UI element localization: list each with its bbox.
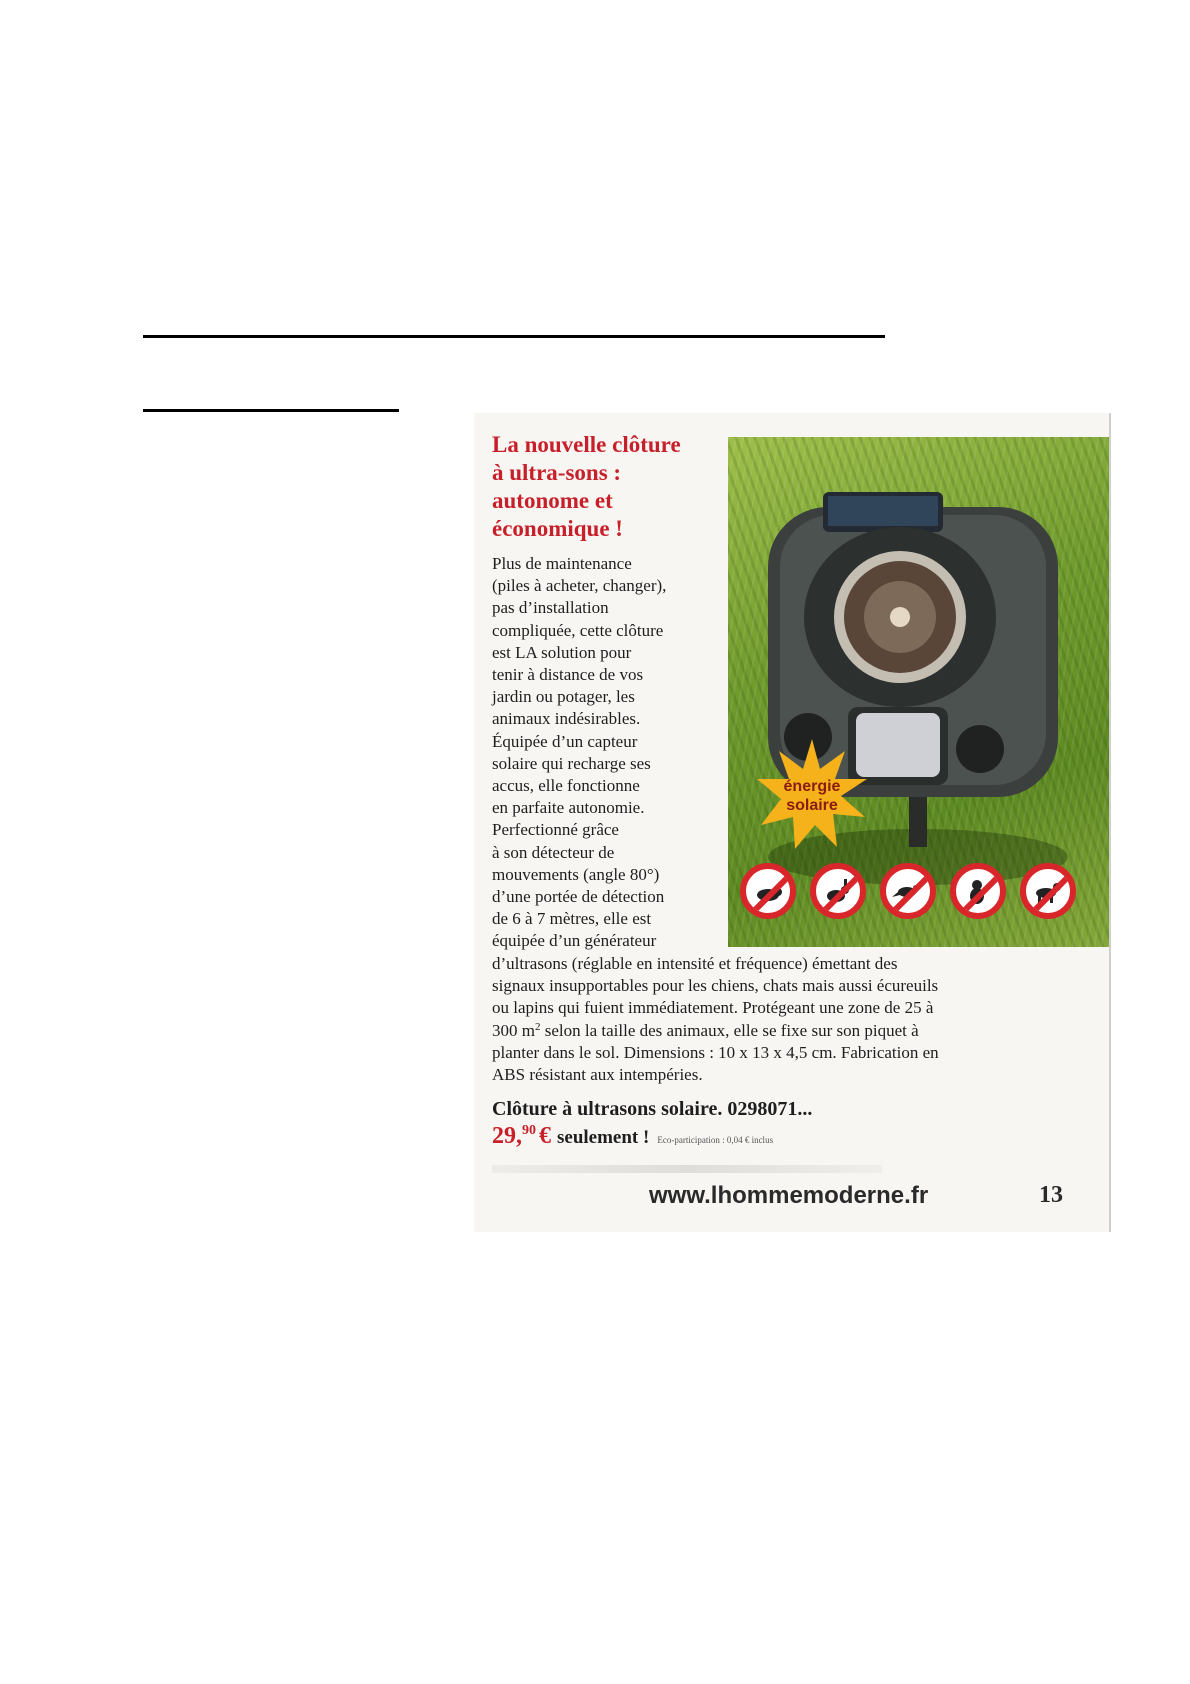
headline [492,431,732,543]
magazine-clipping [474,413,1111,1232]
body-line: mouvements (angle 80°) [492,864,660,884]
body-line: en parfaite autonomie. [492,798,645,818]
badge-line: énergie [783,778,841,795]
body-line: d’une portée de détection [492,887,665,907]
no-dog-icon [1020,863,1076,919]
area-suffix: selon la taille des animaux, elle se fixe sur son piquet à [540,1020,919,1040]
body-line: équipée d’un générateur [492,931,657,951]
body-text-column [492,553,732,953]
badge-line: solaire [786,797,838,814]
body-line: Perfectionné grâce [492,820,619,840]
no-bird-icon [880,863,936,919]
headline-line: à ultra-sons : [492,460,622,485]
price-line [492,1123,773,1150]
body-line: solaire qui recharge ses [492,753,651,773]
body-line: d’ultrasons (réglable en intensité et fréquence) émettant des [492,954,898,973]
headline-line: La nouvelle clôture [492,432,681,457]
price-cents: 90 [522,1123,536,1138]
body-line: tenir à distance de vos [492,665,644,685]
area-prefix: 300 m [492,1020,535,1040]
body-line-area [492,1020,1092,1042]
eco-participation-note: Eco-participation : 0,04 € inclus [657,1135,774,1145]
no-cat-icon [950,863,1006,919]
no-rat-icon [740,863,796,919]
faded-strip [492,1165,882,1173]
product-photo [728,437,1111,947]
price-suffix: seulement ! [557,1127,650,1148]
body-line: signaux insupportables pour les chiens, chats mais aussi écureuils [492,976,939,996]
page-number: 13 [1039,1182,1063,1208]
body-line: est LA solution pour [492,642,632,662]
price-currency: € [539,1123,551,1149]
body-text-wide [492,953,1092,1086]
headline-line: économique ! [492,516,623,541]
no-rabbit-icon [810,863,866,919]
body-line: ABS résistant aux intempéries. [492,1065,703,1085]
area-superscript: 2 [534,1020,541,1033]
body-line: Plus de maintenance [492,554,632,573]
body-line: jardin ou potager, les [492,687,635,707]
horizontal-rule-long [143,335,885,338]
body-line: de 6 à 7 mètres, elle est [492,909,652,929]
body-line: animaux indésirables. [492,709,641,729]
body-line: accus, elle fonctionne [492,776,640,796]
body-line: (piles à acheter, changer), [492,576,667,596]
headline-line: autonome et [492,488,613,513]
body-line: ou lapins qui fuient immédiatement. Protégeant une zone de 25 à [492,998,934,1018]
product-name: Clôture à ultrasons solaire. 0298071... [492,1098,813,1120]
body-line: compliquée, cette clôture [492,620,664,640]
horizontal-rule-short [143,409,399,412]
body-line: pas d’installation [492,598,609,618]
price-main: 29, [492,1123,522,1149]
body-line: à son détecteur de [492,842,615,862]
site-url: www.lhommemoderne.fr [649,1182,929,1209]
solar-energy-badge [757,739,867,849]
body-line: Équipée d’un capteur [492,731,638,751]
body-line: planter dans le sol. Dimensions : 10 x 13 x 4,5 cm. Fabrication en [492,1042,939,1062]
